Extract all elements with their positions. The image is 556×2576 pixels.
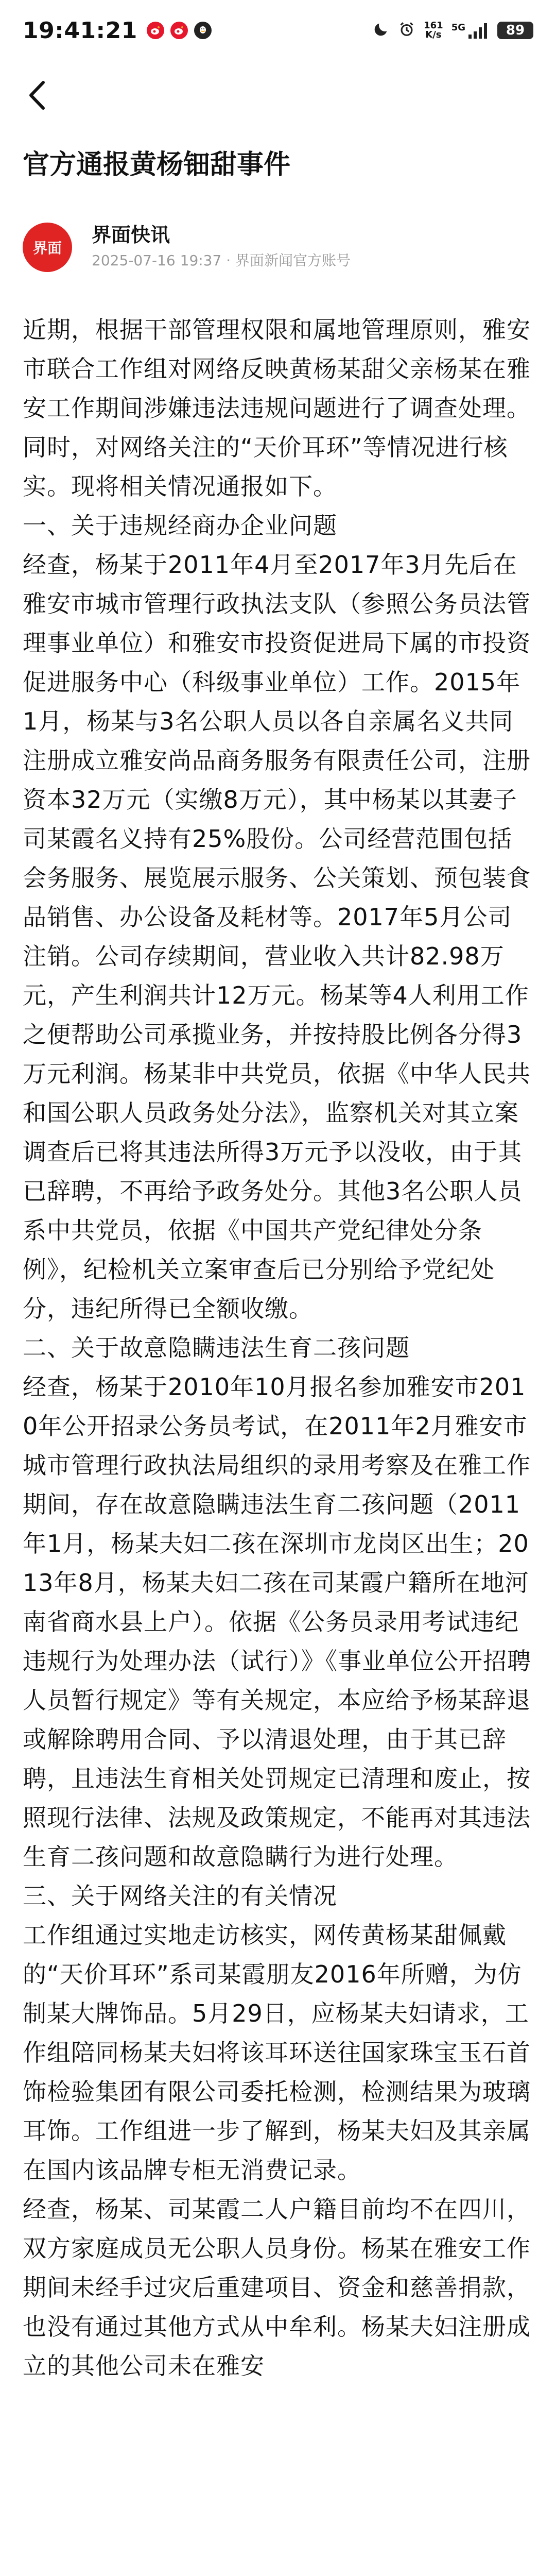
weibo-icon [170,22,188,39]
weibo-icon [147,22,164,39]
paragraph-section-3b: 经查，杨某、司某霞二人户籍目前均不在四川，双方家庭成员无公职人员身份。杨某在雅安工作期间未经手过灾后重建项目、资金和慈善捐款，也没有通过其他方式从中牟利。杨某夫妇注册成立的其他公司未在雅安 [23,2195,531,2380]
qq-icon [194,22,212,39]
article-body [23,310,533,2385]
paragraph-section-2: 经查，杨某于2010年10月报名参加雅安市2010年公开招录公务员考试，在2011年2月雅安市城市管理行政执法局组织的录用考察及在雅工作期间，存在故意隐瞒违法生育二孩问题（2011年1月，杨某夫妇二孩在深圳市龙岗区出生；2013年8月，杨某夫妇二孩在司某霞户籍所在地河南省商水县上户）。依据《公务员录用考试违纪违规行为处理办法（试行）》《事业单位公开招聘人员暂行规定》等有关规定，本应给予杨某辞退或解除聘用合同、予以清退处理，由于其已辞聘，且违法生育相关处罚规定已清理和废止，按照现行法律、法规及政策规定，不能再对其违法生育二孩问题和故意隐瞒行为进行处理。 [23,1373,531,1871]
network-type: 5G [451,22,465,33]
status-left [23,18,212,44]
app-bar [0,67,556,124]
author-avatar[interactable] [23,223,72,272]
author-meta: 2025-07-16 19:37 · 界面新闻官方账号 [92,252,351,269]
back-button[interactable] [23,77,54,113]
status-time: 19:41:21 [23,17,137,44]
section-heading-2: 二、关于故意隐瞒违法生育二孩问题 [23,1334,410,1362]
jiemian-logo-icon [29,229,65,265]
section-heading-1: 一、关于违规经商办企业问题 [23,512,337,539]
paragraph-section-3a: 工作组通过实地走访核实，网传黄杨某甜佩戴的“天价耳环”系司某霞朋友2016年所赠，为仿制某大牌饰品。5月29日，应杨某夫妇请求，工作组陪同杨某夫妇将该耳环送往国家珠宝玉石首饰检验集团有限公司委托检测，检测结果为玻璃耳饰。工作组进一步了解到，杨某夫妇及其亲属在国内该品牌专柜无消费记录。 [23,1921,531,2184]
status-right [372,21,533,40]
article-title: 官方通报黄杨钿甜事件 [23,149,291,180]
paragraph-intro: 近期，根据干部管理权限和属地管理原则，雅安市联合工作组对网络反映黄杨某甜父亲杨某在雅安工作期间涉嫌违法违规问题进行了调查处理。同时，对网络关注的“天价耳环”等情况进行核实。现将相关情况通报如下。 [23,316,531,500]
moon-icon [372,21,390,40]
alarm-icon [398,21,415,40]
chevron-left-icon [23,77,54,113]
signal-icon [451,22,489,39]
author-row[interactable] [23,216,532,278]
notification-icons [147,22,212,39]
paragraph-section-1: 经查，杨某于2011年4月至2017年3月先后在雅安市城市管理行政执法支队（参照公务员法管理事业单位）和雅安市投资促进局下属的市投资促进服务中心（科级事业单位）工作。2015年1月，杨某与3名公职人员以各自亲属名义共同注册成立雅安尚品商务服务有限责任公司，注册资本32万元（实缴8万元），其中杨某以其妻子司某霞名义持有25%股份。公司经营范围包括会务服务、展览展示服务、公关策划、预包装食品销售、办公设备及耗材等。2017年5月公司注销。公司存续期间，营业收入共计82.98万元，产生利润共计12万元。杨某等4人利用工作之便帮助公司承揽业务，并按持股比例各分得3万元利润。杨某非中共党员，依据《中华人民共和国公职人员政务处分法》，监察机关对其立案调查后已将其违法所得3万元予以没收，由于其已辞聘，不再给予政务处分。其他3名公职人员系中共党员，依据《中国共产党纪律处分条例》，纪检机关立案审查后已分别给予党纪处分，违纪所得已全额收缴。 [23,551,531,1323]
network-speed [424,21,443,40]
section-heading-3: 三、关于网络关注的有关情况 [23,1882,337,1910]
battery-indicator: 89 [497,22,533,39]
network-speed-value: 161 [424,20,443,31]
author-name[interactable]: 界面快讯 [92,224,170,246]
status-bar [0,0,556,61]
avatar-text: 界面 [32,240,62,257]
network-speed-unit: K/s [425,29,442,40]
